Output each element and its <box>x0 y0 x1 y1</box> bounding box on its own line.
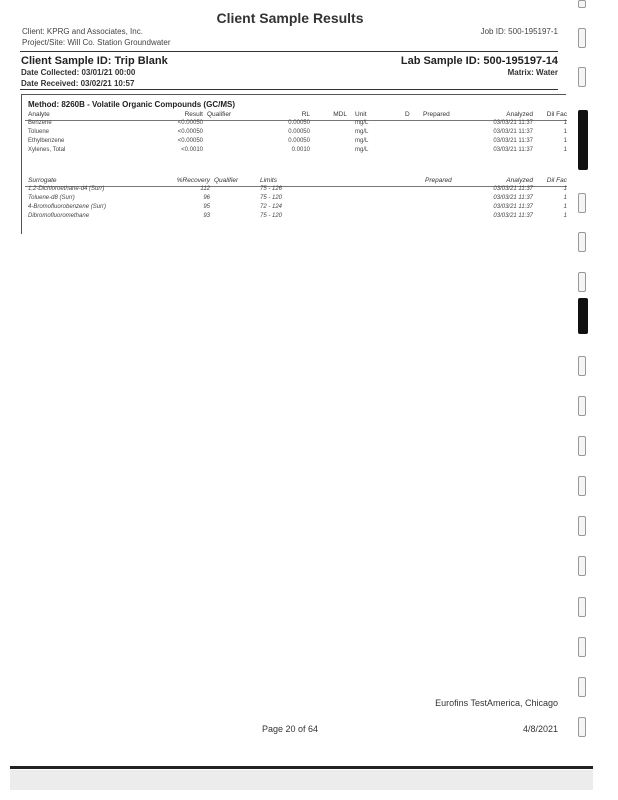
dil-value: 1 <box>563 138 567 144</box>
col-mdl: MDL <box>333 111 347 118</box>
report-date: 4/8/2021 <box>522 724 558 734</box>
analyzed-value: 03/03/21 11:37 <box>493 138 533 144</box>
date-collected: Date Collected: 03/01/21 00:00 <box>21 68 136 77</box>
job-id: Job ID: 500-195197-1 <box>480 27 558 36</box>
punch-hole <box>578 637 586 657</box>
surrogate-table <box>25 177 567 222</box>
page-bottom-edge <box>10 766 593 769</box>
rl-value: 0.00050 <box>288 138 310 144</box>
divider-tab <box>578 298 588 334</box>
analyzed-value: 03/03/21 11:37 <box>493 120 533 126</box>
analyte-name: Xylenes, Total <box>28 147 66 153</box>
col-unit: Unit <box>355 111 367 118</box>
unit-value: mg/L <box>355 147 369 153</box>
header-divider <box>20 51 558 52</box>
col-surr-prepared: Prepared <box>425 177 452 184</box>
dil-value: 1 <box>563 195 567 201</box>
rl-value: 0.00050 <box>288 120 310 126</box>
col-analyte: Analyte <box>28 111 50 118</box>
punch-hole <box>578 436 586 456</box>
punch-hole <box>578 272 586 292</box>
result-value: <0.00050 <box>177 138 203 144</box>
dil-value: 1 <box>563 186 567 192</box>
rl-value: 0.00050 <box>288 129 310 135</box>
punch-hole <box>578 556 586 576</box>
analyzed-value: 03/03/21 11:37 <box>493 195 533 201</box>
analyte-name: Toluene <box>28 129 50 135</box>
unit-value: mg/L <box>355 138 369 144</box>
limits-value: 72 - 124 <box>260 204 283 210</box>
punch-hole <box>578 232 586 252</box>
binder-tabs <box>578 0 618 800</box>
limits-value: 75 - 120 <box>260 213 283 219</box>
lab-sample-id: Lab Sample ID: 500-195197-14 <box>400 55 558 67</box>
col-qualifier: Qualifier <box>207 111 232 118</box>
result-value: <0.00050 <box>177 120 203 126</box>
surrogate-row <box>25 204 567 213</box>
recovery-value: 95 <box>203 204 210 210</box>
recovery-value: 96 <box>203 195 210 201</box>
punch-hole <box>578 193 586 213</box>
dil-value: 1 <box>563 147 567 153</box>
unit-value: mg/L <box>355 129 369 135</box>
analyzed-value: 03/03/21 11:37 <box>493 213 533 219</box>
result-value: <0.00050 <box>177 129 203 135</box>
surrogate-row <box>25 186 567 195</box>
col-surr-analyzed: Analyzed <box>506 177 533 184</box>
surrogate-name: 1,2-Dichloroethane-d4 (Surr) <box>28 186 105 192</box>
matrix: Matrix: Water <box>507 68 558 77</box>
dil-value: 1 <box>563 204 567 210</box>
dil-value: 1 <box>563 129 567 135</box>
project-site: Project/Site: Will Co. Station Groundwater <box>22 38 171 47</box>
punch-hole <box>578 356 586 376</box>
dil-value: 1 <box>563 213 567 219</box>
table-header-row <box>25 111 567 120</box>
rl-value: 0.0010 <box>291 147 310 153</box>
col-recovery: %Recovery <box>176 177 210 184</box>
date-received: Date Received: 03/02/21 10:57 <box>21 79 135 88</box>
punch-hole <box>578 597 586 617</box>
table-row <box>25 129 567 138</box>
sample-divider <box>20 89 558 90</box>
surrogate-header-row <box>25 177 567 186</box>
table-row <box>25 120 567 129</box>
table-row <box>25 138 567 147</box>
punch-hole <box>578 677 586 697</box>
unit-value: mg/L <box>355 120 369 126</box>
dil-value: 1 <box>563 120 567 126</box>
analyzed-value: 03/03/21 11:37 <box>493 147 533 153</box>
surrogate-name: Dibromofluoromethane <box>28 213 90 219</box>
punch-hole <box>578 717 586 737</box>
analyzed-value: 03/03/21 11:37 <box>493 186 533 192</box>
surrogate-row <box>25 195 567 204</box>
punch-hole <box>578 516 586 536</box>
surrogate-name: 4-Bromofluorobenzene (Surr) <box>28 204 107 210</box>
punch-hole <box>578 0 586 8</box>
surrogate-row <box>25 213 567 222</box>
col-d: D <box>405 111 410 118</box>
punch-hole <box>578 476 586 496</box>
result-value: <0.0010 <box>181 147 203 153</box>
punch-hole <box>578 28 586 48</box>
recovery-value: 93 <box>203 213 210 219</box>
col-rl: RL <box>301 111 310 118</box>
divider-tab <box>578 110 588 170</box>
limits-value: 75 - 120 <box>260 195 283 201</box>
lab-name: Eurofins TestAmerica, Chicago <box>435 698 558 708</box>
page-bottom-shadow <box>10 770 593 790</box>
col-surr-qualifier: Qualifier <box>214 177 239 184</box>
page-title: Client Sample Results <box>216 10 364 26</box>
table-row <box>25 147 567 156</box>
col-surr-dil-fac: Dil Fac <box>546 177 567 184</box>
method-section <box>21 94 566 234</box>
col-result: Result <box>184 111 203 118</box>
method-title: Method: 8260B - Volatile Organic Compounds (GC/MS) <box>28 100 235 109</box>
surrogate-name: Toluene-d8 (Surr) <box>28 195 75 201</box>
col-dil-fac: Dil Fac <box>546 111 567 118</box>
col-prepared: Prepared <box>423 111 450 118</box>
client-name: Client: KPRG and Associates, Inc. <box>22 27 143 36</box>
client-sample-id: Client Sample ID: Trip Blank <box>21 55 168 67</box>
col-surrogate: Surrogate <box>28 177 57 184</box>
punch-hole <box>578 67 586 87</box>
limits-value: 75 - 126 <box>260 186 283 192</box>
col-analyzed: Analyzed <box>506 111 533 118</box>
punch-hole <box>578 396 586 416</box>
analyte-name: Ethylbenzene <box>28 138 65 144</box>
recovery-value: 112 <box>200 186 210 192</box>
page-number: Page 20 of 64 <box>261 724 319 734</box>
analyzed-value: 03/03/21 11:37 <box>493 204 533 210</box>
analyte-table <box>25 111 567 156</box>
analyzed-value: 03/03/21 11:37 <box>493 129 533 135</box>
col-limits: Limits <box>260 177 277 184</box>
analyte-name: Benzene <box>28 120 52 126</box>
